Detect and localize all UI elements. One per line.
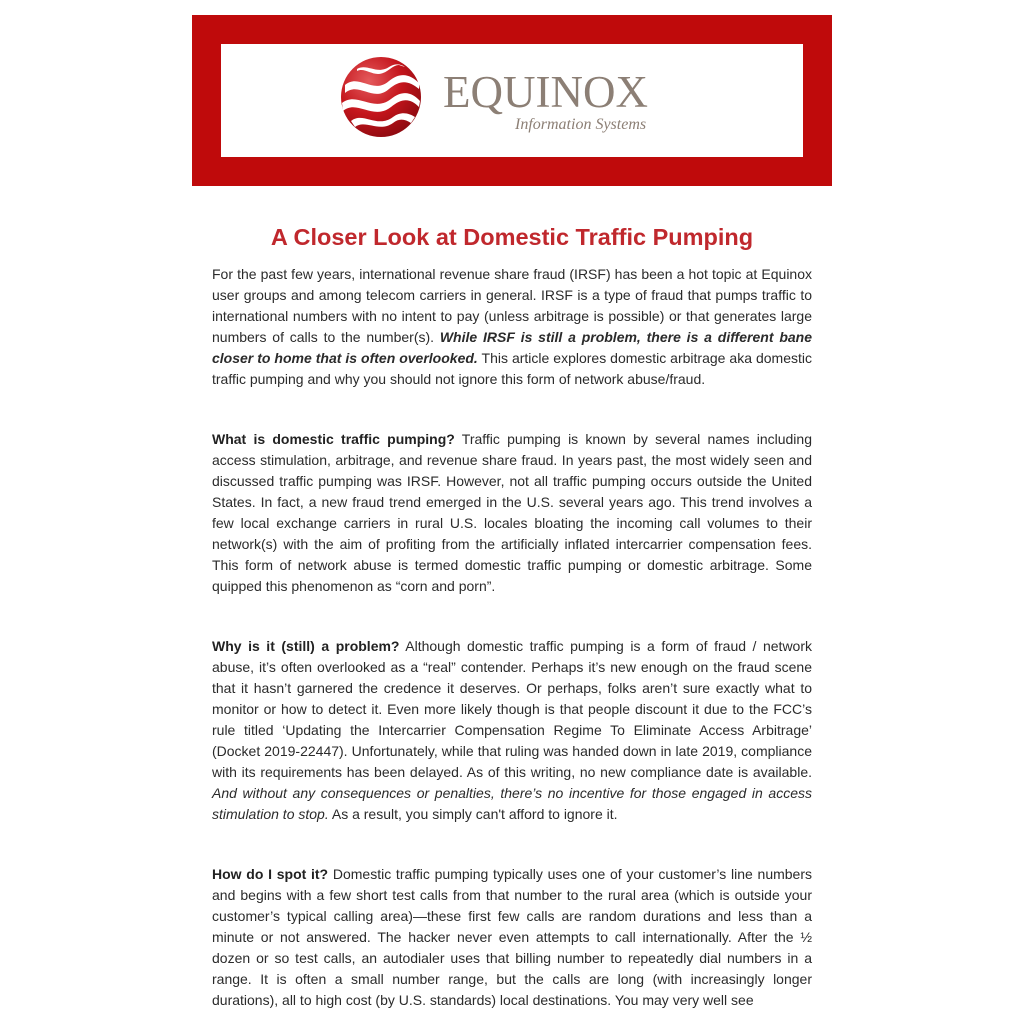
red-swirl-globe-icon (339, 55, 423, 139)
intro-text-before: For the past few years, international revenue share fraud (IRSF) has been a hot topic at Equinox user groups and among telecom carriers in general. IRSF is a type of fraud that pumps traffic to international numbers with no intent to pay (unless arbitrage is possible) or that generates large numbers of calls to the number(s). (212, 266, 812, 345)
intro-paragraph (212, 264, 812, 390)
section-emphasis-why: And without any consequences or penalties, there’s no incentive for those engaged in access stimulation to stop. (212, 785, 812, 822)
section-how-spot (212, 864, 812, 1011)
intro-text-after: This article explores domestic arbitrage aka domestic traffic pumping and why you should not ignore this form of network abuse/fraud. (212, 350, 812, 387)
section-text-what: Traffic pumping is known by several names including access stimulation, arbitrage, and revenue share fraud. In years past, the most widely seen and discussed traffic pumping was IRSF. However, not all traffic pumping occurs outside the United States. In fact, a new fraud trend emerged in the U.S. several years ago. This trend involves a few local exchange carriers in rural U.S. locales bloating the incoming call volumes to their network(s) with the aim of profiting from the artificially inflated intercarrier compensation fees. This form of network abuse is termed domestic traffic pumping or domestic arbitrage. Some quipped this phenomenon as “corn and porn”. (212, 431, 812, 594)
brand-name: EQUINOX (443, 67, 648, 117)
article (212, 222, 812, 1024)
section-text-why-after: As a result, you simply can't afford to ignore it. (328, 806, 618, 822)
section-heading-how: How do I spot it? (212, 866, 329, 882)
section-why-problem (212, 636, 812, 825)
section-text-how: Domestic traffic pumping typically uses one of your customer’s line numbers and begins with a few short test calls from that number to the rural area (which is outside your customer’s typical calling area)—these first few calls are random durations and less than a minute or not answered. The hacker never even attempts to call internationally. After the ½ dozen or so test calls, an autodialer uses that billing number to repeatedly dial numbers in a range. It is often a small number range, but the calls are long (with increasingly longer durations), all to high cost (by U.S. standards) local destinations. You may very well see (212, 866, 813, 1008)
section-text-why-before: Although domestic traffic pumping is a form of fraud / network abuse, it’s often overlooked as a “real” contender. Perhaps it’s new enough on the fraud scene that it hasn’t garnered the credence it deserves. Or perhaps, folks aren’t sure exactly what to monitor or how to detect it. Even more likely though is that people discount it due to the FCC’s rule titled ‘Updating the Intercarrier Compensation Regime To Eliminate Access Arbitrage’ (Docket 2019-22447). Unfortunately, while that ruling was handed down in late 2019, compliance with its requirements has been delayed. As of this writing, no new compliance date is available. (212, 638, 813, 780)
section-what-is-traffic-pumping (212, 429, 812, 597)
intro-emphasis: While IRSF is still a problem, there is a different bane closer to home that is often overlooked. (212, 329, 812, 366)
article-title: A Closer Look at Domestic Traffic Pumping (270, 224, 754, 250)
logo-panel (221, 44, 803, 157)
section-heading-what: What is domestic traffic pumping? (212, 431, 455, 447)
brand-tagline: Information Systems (515, 116, 647, 133)
header-banner (192, 15, 832, 186)
section-heading-why: Why is it (still) a problem? (212, 638, 400, 654)
